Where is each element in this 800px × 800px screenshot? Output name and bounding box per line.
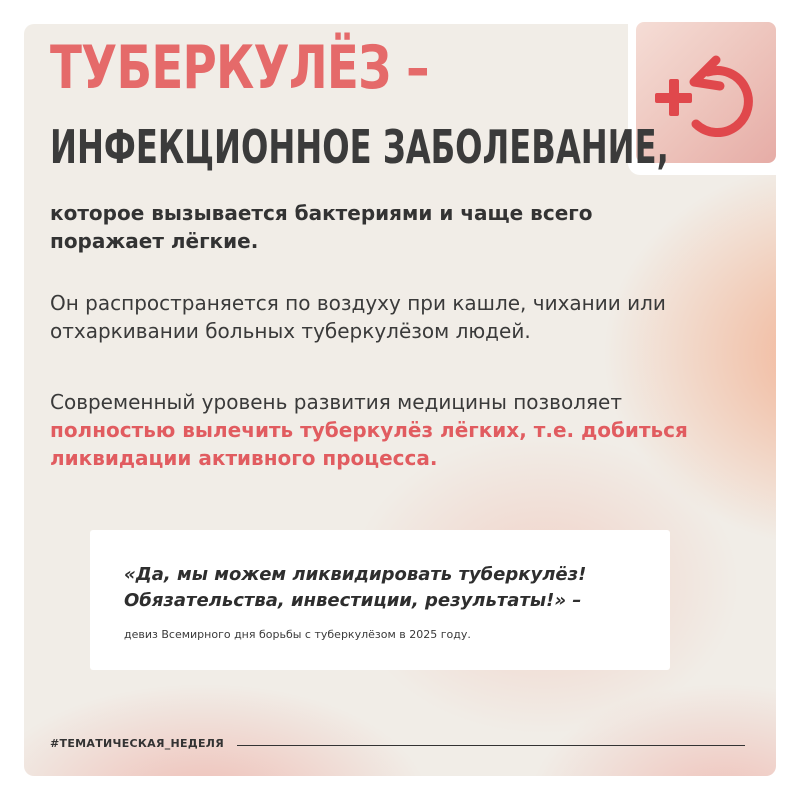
lead-text: которое вызывается бактериями и чаще всего поражает лёгкие. [50, 201, 593, 253]
hashtag-label: #ТЕМАТИЧЕСКАЯ_НЕДЕЛЯ [50, 737, 224, 750]
quote-box [90, 530, 670, 670]
treatment-intro: Современный уровень развития медицины позволяет [50, 390, 622, 414]
title-disease-name: ТУБЕРКУЛЁЗ – [50, 33, 429, 103]
treatment-highlight: полностью вылечить туберкулёз лёгких, т.е. добиться ликвидации активного процесса. [50, 418, 688, 470]
motto-caption: девиз Всемирного дня борьбы с туберкулёзом в 2025 году. [124, 628, 471, 641]
treatment-paragraph [50, 388, 730, 472]
divider-line [237, 745, 745, 746]
title-subheading: ИНФЕКЦИОННОЕ ЗАБОЛЕВАНИЕ, [50, 120, 669, 174]
motto-quote: «Да, мы можем ликвидировать туберкулёз! Обязательства, инвестиции, результаты!» – [124, 564, 587, 611]
transmission-paragraph: Он распространяется по воздуху при кашле, чихании или отхаркивании больных туберкулёзом людей. [50, 291, 666, 343]
